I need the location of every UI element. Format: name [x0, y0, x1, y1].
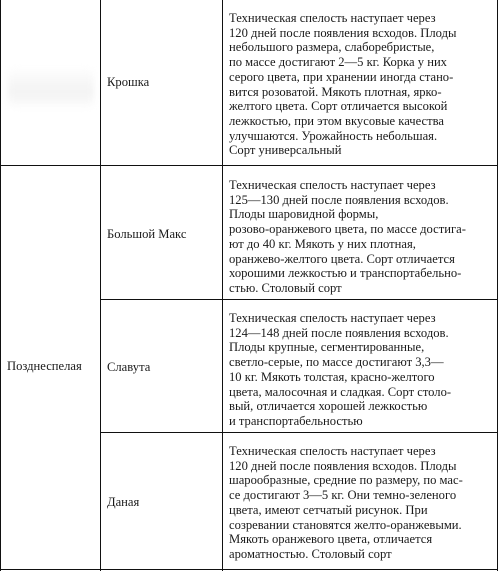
table-border-right: [497, 0, 498, 571]
description-line: ют до 40 кг. Мякоть у них плотная,: [229, 236, 416, 251]
description-line: и транспортабельностью: [229, 413, 363, 428]
description-line: 10 кг. Мякоть толстая, красно-желтого: [229, 369, 435, 384]
description-line: цвета, малосочная и сладкая. Сорт столо-: [229, 384, 452, 399]
description-line: хорошими лежкостью и транспортабельно-: [229, 266, 462, 281]
description-line: оранжево-желтого цвета. Сорт отличается: [229, 251, 455, 266]
description-line: се достигают 3—5 кг. Они темно-зеленого: [229, 488, 457, 503]
table-row-divider: [100, 432, 498, 433]
description-line: Техническая спелость наступает через: [229, 178, 436, 192]
description-line: вится розоватой. Мякоть плотная, ярко-: [229, 84, 442, 99]
description-line: Техническая спелость наступает через: [229, 11, 436, 25]
table-column-divider-1: [100, 0, 101, 571]
table-border-left: [0, 0, 1, 571]
description-line: 120 дней после появления всходов. Плоды: [229, 458, 457, 473]
table-border-bottom: [0, 569, 498, 570]
description-line: Техническая спелость наступает через: [229, 444, 436, 458]
description-line: улучшаются. Урожайность небольшая.: [229, 128, 438, 143]
description-line: светло-серые, по массе достигают 3,3—: [229, 355, 444, 370]
table-row-divider: [0, 165, 498, 166]
description-line: желтого цвета. Сорт отличается высокой: [229, 99, 448, 114]
description-line: цвета, имеют сетчатый рисунок. При: [229, 502, 428, 517]
description-line: лежкостью, при этом вкусовые качества: [229, 113, 444, 128]
description-line: Сорт универсальный: [229, 143, 342, 158]
description-line: небольшого размера, слаборебристые,: [229, 40, 435, 55]
description-line: Мякоть оранжевого цвета, отличается: [229, 532, 433, 547]
description-line: 120 дней после появления всходов. Плоды: [229, 25, 457, 40]
description-line: стью. Столовый сорт: [229, 280, 342, 295]
description-line: Плоды шаровидной формы,: [229, 207, 379, 222]
description-line: розово-оранжевого цвета, по массе достига-: [229, 222, 466, 237]
description-line: шарообразные, средние по размеру, по мас-: [229, 473, 463, 488]
description-line: 124—148 дней после появления всходов.: [229, 325, 449, 340]
ripening-group-label: Позднеспелая: [7, 359, 82, 373]
description-line: Плоды крупные, сегментированные,: [229, 340, 425, 355]
variety-name: Большой Макс: [107, 227, 187, 241]
variety-name: Славута: [107, 360, 151, 374]
table-row-divider: [100, 299, 498, 300]
variety-name: Даная: [107, 495, 140, 509]
obscured-cell: [8, 66, 94, 110]
variety-name: Крошка: [107, 75, 150, 89]
table-column-divider-2: [222, 0, 223, 571]
description-line: серого цвета, при хранении иногда стано-: [229, 69, 454, 84]
description-line: Техническая спелость наступает через: [229, 311, 436, 325]
description-line: созревании становятся желто-оранжевыми.: [229, 517, 462, 532]
description-line: 125—130 дней после появления всходов.: [229, 192, 449, 207]
description-line: вый, отличается хорошей лежкостью: [229, 399, 428, 414]
description-line: ароматностью. Столовый сорт: [229, 546, 392, 561]
description-line: по массе достигают 2—5 кг. Корка у них: [229, 55, 447, 70]
